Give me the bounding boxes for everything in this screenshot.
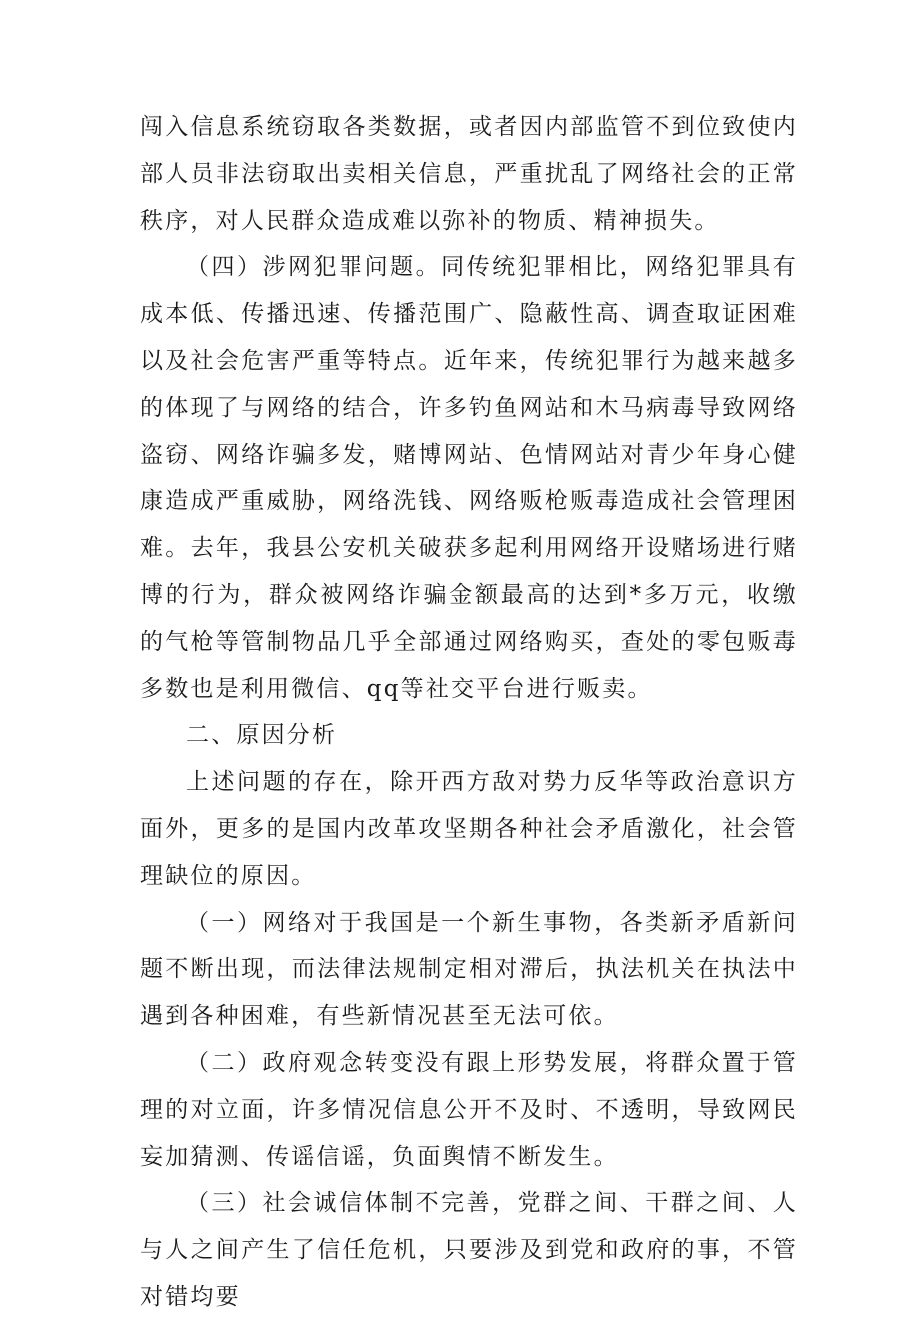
paragraph-cause-intro: 上述问题的存在，除开西方敌对势力反华等政治意识方面外，更多的是国内改革攻坚期各种社会矛盾激化，社会管理缺位的原因。: [140, 769, 798, 889]
paragraph-cause-one: （一）网络对于我国是一个新生事物，各类新矛盾新问题不断出现，而法律法规制定相对滞后，执法机关在执法中遇到各种困难，有些新情况甚至无法可依。: [140, 909, 798, 1030]
section-heading-cause-analysis: 二、原因分析: [186, 722, 338, 749]
document-body: [140, 104, 798, 1321]
paragraph-continuation: 闯入信息系统窃取各类数据，或者因内部监管不到位致使内部人员非法窃取出卖相关信息，严重扰乱了网络社会的正常秩序，对人民群众造成难以弥补的物质、精神损失。: [140, 114, 798, 234]
paragraph-cybercrime: （四）涉网犯罪问题。同传统犯罪相比，网络犯罪具有成本低、传播迅速、传播范围广、隐蔽性高、调查取证困难以及社会危害严重等特点。近年来，传统犯罪行为越来越多的体现了与网络的结合，许多钓鱼网站和木马病毒导致网络盗窃、网络诈骗多发，赌博网站、色情网站对青少年身心健康造成严重威胁，网络洗钱、网络贩枪贩毒造成社会管理困难。去年，我县公安机关破获多起利用网络开设赌场进行赌博的行为，群众被网络诈骗金额最高的达到*多万元，收缴的气枪等管制物品几乎全部通过网络购买，查处的零包贩毒多数也是利用微信、qq等社交平台进行贩卖。: [140, 254, 798, 702]
paragraph-cause-two: （二）政府观念转变没有跟上形势发展，将群众置于管理的对立面，许多情况信息公开不及时、不透明，导致网民妄加猜测、传谣信谣，负面舆情不断发生。: [140, 1049, 798, 1170]
paragraph-cause-three: （三）社会诚信体制不完善，党群之间、干群之间、人与人之间产生了信任危机，只要涉及到党和政府的事，不管对错均要: [140, 1190, 798, 1310]
